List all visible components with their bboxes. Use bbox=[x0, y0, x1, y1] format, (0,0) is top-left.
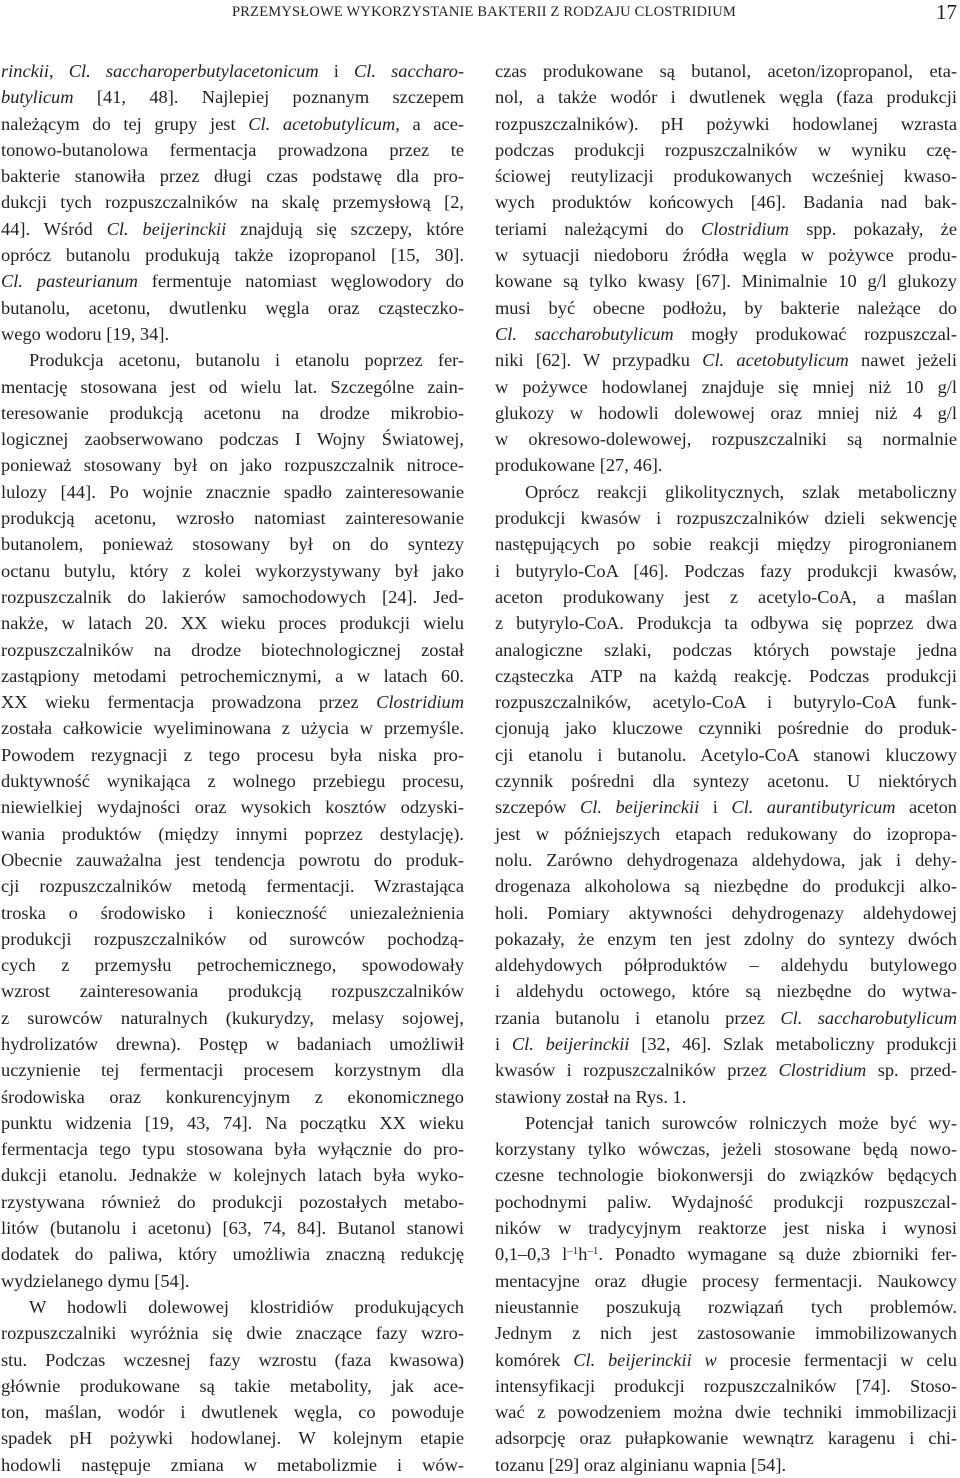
text-line bbox=[1, 742, 464, 768]
italic-term: Cl. saccharobutylicum bbox=[495, 323, 674, 344]
italic-term: Cl. beijerinckii w bbox=[573, 1349, 717, 1370]
text-line bbox=[1, 926, 464, 952]
italic-term: Cl. acetobutylicum bbox=[248, 113, 396, 134]
text-line bbox=[1, 1057, 464, 1083]
text-line bbox=[1, 1452, 464, 1478]
italic-term: butylicum bbox=[1, 87, 74, 108]
text-line bbox=[495, 216, 957, 242]
text-run: Potencjał tanich surowców rolniczych może być wy- bbox=[525, 1112, 957, 1133]
page-header bbox=[0, 0, 960, 32]
text-line bbox=[1, 1268, 464, 1294]
left-text-column bbox=[1, 58, 464, 1478]
text-run: rozpuszczalników na drodze biotechnologicznej został bbox=[1, 639, 464, 660]
text-run: mentację stosowana jest od wielu lat. Szczególne zain- bbox=[1, 376, 464, 397]
text-line bbox=[1, 794, 464, 820]
text-run: stawiony został na Rys. 1. bbox=[495, 1086, 687, 1107]
text-line bbox=[1, 1320, 464, 1346]
text-run: hodowli następuje zmiana w metabolizmie i wów- bbox=[1, 1454, 464, 1475]
text-line bbox=[495, 952, 957, 978]
text-run: oprócz butanolu produkują także izopropanol [15, 30]. bbox=[1, 245, 464, 266]
text-line bbox=[495, 558, 957, 584]
text-run: teriami należącymi do bbox=[495, 218, 702, 239]
text-run: dukcji etanolu. Jednakże w kolejnych latach była wyko- bbox=[1, 1165, 464, 1186]
text-line bbox=[495, 321, 957, 347]
text-run: w okresowo-dolewowej, rozpuszczalniki są normalnie bbox=[495, 429, 957, 450]
text-run: z butyrylo-CoA. Produkcja ta odbywa się poprzez dwa bbox=[495, 613, 957, 634]
text-run: hydrolizatów drewna). Postęp w badaniach umożliwił bbox=[1, 1033, 464, 1054]
text-run: cjonują jako kluczowe czynniki pośrednie do produk- bbox=[495, 718, 957, 739]
text-line bbox=[495, 1031, 957, 1057]
superscript: –1 bbox=[587, 1245, 599, 1258]
text-run: rzystywana również do produkcji pozostałych metabo- bbox=[1, 1191, 464, 1212]
text-line bbox=[495, 1189, 957, 1215]
text-run: Produkcja acetonu, butanolu i etanolu poprzez fer- bbox=[29, 350, 464, 371]
text-run: Oprócz reakcji glikolitycznych, szlak metaboliczny bbox=[525, 481, 957, 502]
text-line bbox=[495, 1452, 957, 1478]
text-line bbox=[495, 531, 957, 557]
text-run: głównie produkowane są takie metabolity, jak ace- bbox=[1, 1375, 464, 1396]
text-run: wania produktów (między innymi poprzez destylację). bbox=[1, 823, 464, 844]
text-line bbox=[1, 821, 464, 847]
italic-term: Cl. saccharobutylicum bbox=[780, 1007, 957, 1028]
text-line bbox=[1, 1031, 464, 1057]
text-run: procesie fermentacji w celu bbox=[716, 1349, 957, 1370]
text-line bbox=[1, 1294, 464, 1320]
text-run: XX wieku fermentacja prowadzona przez bbox=[1, 692, 377, 713]
text-run: czas produkowane są butanol, aceton/izopropanol, eta- bbox=[495, 61, 957, 81]
text-line bbox=[1, 768, 464, 794]
text-line bbox=[495, 1110, 957, 1136]
text-run: tonowo-butanolowa fermentacja prowadzona przez te bbox=[1, 139, 464, 160]
text-run: dodatek do paliwa, który umożliwia znaczną redukcję bbox=[1, 1244, 464, 1265]
text-run: korzystany tylko wówczas, jeżeli stosowane będą nowo- bbox=[495, 1139, 957, 1160]
text-run: rozpuszczalników). pH pożywki hodowlanej wzrasta bbox=[495, 113, 957, 134]
text-line bbox=[1, 1425, 464, 1451]
text-line bbox=[1, 558, 464, 584]
text-line bbox=[1, 1189, 464, 1215]
text-line bbox=[1, 189, 464, 215]
text-line bbox=[495, 1162, 957, 1188]
text-line bbox=[1, 84, 464, 110]
text-run: lulozy [44]. Po wojnie znacznie spadło zainteresowanie bbox=[1, 481, 464, 502]
text-run: logicznej zaobserwowano podczas I Wojny Światowej, bbox=[1, 429, 464, 450]
text-line bbox=[495, 663, 957, 689]
superscript: –1 bbox=[567, 1245, 579, 1258]
text-run: cji etanolu i butanolu. Acetylo-CoA stanowi kluczowy bbox=[495, 744, 957, 765]
text-run: fermentuje natomiast węglowodory do bbox=[137, 271, 464, 292]
text-line bbox=[495, 1241, 957, 1267]
text-line bbox=[1, 374, 464, 400]
text-run: spp. pokazały, że bbox=[788, 218, 957, 239]
text-line bbox=[495, 715, 957, 741]
text-run: nol, a także wodór i dwutlenek węgla (faza produkcji bbox=[495, 87, 957, 108]
text-line bbox=[1, 111, 464, 137]
text-line bbox=[1, 1084, 464, 1110]
text-line bbox=[495, 1136, 957, 1162]
text-run: cych z przemysłu petrochemicznego, spowodowały bbox=[1, 955, 464, 976]
text-line bbox=[495, 1005, 957, 1031]
text-run: pokazały, że enzym ten jest zdolny do syntezy dwóch bbox=[495, 928, 957, 949]
text-line bbox=[495, 295, 957, 321]
text-line bbox=[495, 1057, 957, 1083]
text-line bbox=[495, 1425, 957, 1451]
text-run: , a ace- bbox=[395, 113, 465, 134]
text-run: fermentacja tego typu stosowana była wyłącznie do pro- bbox=[1, 1139, 464, 1160]
text-run: wydzielanego dymu [54]. bbox=[1, 1270, 190, 1291]
text-line bbox=[1, 58, 464, 84]
text-line bbox=[1, 900, 464, 926]
text-run: kowane są tylko kwasy [67]. Minimalnie 10 g/l glukozy bbox=[495, 271, 957, 292]
text-line bbox=[495, 1084, 957, 1110]
text-line bbox=[1, 505, 464, 531]
text-run: butanolem, ponieważ stosowany był on do syntezy bbox=[1, 534, 464, 555]
text-run: rozpuszczalnik do lakierów samochodowych [24]. Jed- bbox=[1, 586, 464, 607]
text-line bbox=[495, 479, 957, 505]
text-run: została całkowicie wyeliminowana z użycia w przemyśle. bbox=[1, 718, 464, 739]
italic-term: Clostridium bbox=[778, 1060, 867, 1081]
text-run: wać z powodzeniem można dwie techniki immobilizacji bbox=[495, 1402, 957, 1423]
text-run: aceton produkowany jest z acetylo-CoA, a maślan bbox=[495, 586, 957, 607]
text-run: produkcją acetonu, wzrosło natomiast zainteresowanie bbox=[1, 508, 464, 529]
text-line bbox=[1, 1347, 464, 1373]
text-line bbox=[1, 1241, 464, 1267]
text-run: niewielkiej wydajności oraz wysokich kosztów odzyski- bbox=[1, 797, 464, 818]
text-run: rzania butanolu i etanolu przez bbox=[495, 1007, 781, 1028]
text-run: butanolu, acetonu, dwutlenku węgla oraz cząsteczko- bbox=[1, 297, 464, 318]
text-run: produkcji rozpuszczalników od surowców pochodzą- bbox=[1, 928, 464, 949]
text-run: rozpuszczalników, acetylo-CoA i butyrylo-CoA funk- bbox=[495, 692, 957, 713]
text-run: spadek pH pożywki hodowlanej. W kolejnym etapie bbox=[1, 1428, 464, 1449]
text-line bbox=[1, 1005, 464, 1031]
text-line bbox=[1, 847, 464, 873]
text-line bbox=[495, 137, 957, 163]
text-run: uczynienie tej fermentacji procesem korzystnym dla bbox=[1, 1060, 464, 1081]
text-line bbox=[1, 347, 464, 373]
running-title: PRZEMYSŁOWE WYKORZYSTANIE BAKTERII Z RODZAJU CLOSTRIDIUM bbox=[232, 4, 736, 20]
text-run: [32, 46]. Szlak metaboliczny produkcji bbox=[629, 1033, 957, 1054]
text-run: należącym do tej grupy jest bbox=[1, 113, 249, 134]
text-run: czesne technologie biokonwersji do związków będących bbox=[495, 1165, 957, 1186]
text-line bbox=[1, 242, 464, 268]
text-run: szczepów bbox=[495, 797, 580, 818]
text-line bbox=[495, 1320, 957, 1346]
text-line bbox=[495, 978, 957, 1004]
text-run: w sytuacji niedoboru źródła węgla w pożywce produ- bbox=[495, 245, 957, 266]
text-run: musi być obecne podłożu, by bakterie należące do bbox=[495, 297, 957, 318]
text-run: nakże, w latach 20. XX wieku proces produkcji wielu bbox=[1, 613, 464, 634]
text-line bbox=[495, 900, 957, 926]
text-line bbox=[1, 1373, 464, 1399]
text-line bbox=[1, 216, 464, 242]
text-run: czynnik pośredni dla syntezy acetonu. U niektórych bbox=[495, 771, 957, 792]
text-run: w pożywce hodowlanej znajduje się mniej niż 10 g/l bbox=[495, 376, 957, 397]
text-run: . Ponadto wymagane są duże zbiorniki fer- bbox=[598, 1244, 957, 1265]
text-run: i aldehydu octowego, które są niezbędne do wytwa- bbox=[495, 981, 957, 1002]
text-run: punktu widzenia [19, 43, 74]. Na początku XX wieku bbox=[1, 1112, 464, 1133]
text-run: analogiczne szlaki, podczas których powstaje jedna bbox=[495, 639, 957, 660]
text-line bbox=[1, 1162, 464, 1188]
text-run: i bbox=[495, 1033, 512, 1054]
text-run: octanu butylu, który z kolei wykorzystywany był jako bbox=[1, 560, 464, 581]
text-line bbox=[1, 452, 464, 478]
text-line bbox=[495, 821, 957, 847]
text-line bbox=[495, 768, 957, 794]
text-run: środowiska oraz konkurencyjnym z ekonomicznego bbox=[1, 1086, 464, 1107]
text-line bbox=[1, 295, 464, 321]
text-run: zastąpiony metodami petrochemicznymi, a w latach 60. bbox=[1, 665, 464, 686]
text-run: dukcji tych rozpuszczalników na skalę przemysłową [2, bbox=[1, 192, 464, 213]
text-run: holi. Pomiary aktywności dehydrogenazy aldehydowej bbox=[495, 902, 957, 923]
text-run: znajdują się szczepy, które bbox=[226, 218, 464, 239]
text-run: następujących po sobie reakcji między pirogronianem bbox=[495, 534, 957, 555]
text-line bbox=[1, 715, 464, 741]
text-line bbox=[495, 1399, 957, 1425]
text-line bbox=[1, 689, 464, 715]
text-line bbox=[495, 268, 957, 294]
text-run: cji rozpuszczalników metodą fermentacji. Wzrastająca bbox=[1, 876, 464, 897]
text-run: wzrost zainteresowania produkcją rozpuszczalników bbox=[1, 981, 464, 1002]
text-run: litów (butanolu i acetonu) [63, 74, 84]. Butanol stanowi bbox=[1, 1218, 464, 1239]
italic-term: Cl. acetobutylicum bbox=[702, 350, 849, 371]
text-run: aceton bbox=[895, 797, 957, 818]
text-run: niki [62]. W przypadku bbox=[495, 350, 703, 371]
text-run: pochodnymi paliw. Wydajność produkcji rozpuszczal- bbox=[495, 1191, 957, 1212]
text-line bbox=[495, 1373, 957, 1399]
text-run: nolu. Zarówno dehydrogenaza aldehydowa, jak i dehy- bbox=[495, 849, 957, 870]
text-run: ściowej reutylizacji produkowanych wcześniej kwaso- bbox=[495, 166, 957, 187]
text-line bbox=[1, 873, 464, 899]
text-run: Jednym z nich jest zastosowanie immobilizowanych bbox=[495, 1323, 957, 1344]
text-line bbox=[495, 1268, 957, 1294]
text-line bbox=[1, 321, 464, 347]
text-run: teresowanie produkcją acetonu na drodze mikrobio- bbox=[1, 402, 464, 423]
text-run: produkcji kwasów i rozpuszczalników dzieli sekwencję bbox=[495, 508, 957, 529]
text-line bbox=[1, 137, 464, 163]
text-line bbox=[495, 163, 957, 189]
text-line bbox=[1, 663, 464, 689]
text-run: Obecnie zauważalna jest tendencja powrotu do produk- bbox=[1, 849, 464, 870]
text-run: mentacyjne oraz długie procesy fermentacji. Naukowcy bbox=[495, 1270, 957, 1291]
text-run: i butyrylo-CoA [46]. Podczas fazy produkcji kwasów, bbox=[495, 560, 957, 581]
text-line bbox=[1, 1399, 464, 1425]
text-line bbox=[495, 794, 957, 820]
text-run: ników w tradycyjnym reaktorze jest niska i wynosi bbox=[495, 1218, 957, 1239]
text-line bbox=[495, 505, 957, 531]
text-line bbox=[1, 163, 464, 189]
text-run: nieustannie poszukują rozwiązań tych problemów. bbox=[495, 1296, 957, 1317]
text-run: glukozy w hodowli dolewowej oraz mniej niż 4 g/l bbox=[495, 402, 957, 423]
text-line bbox=[1, 1136, 464, 1162]
text-run: duktywność wynikająca z wolnego przebiegu procesu, bbox=[1, 771, 464, 792]
text-line bbox=[495, 610, 957, 636]
text-run: cząsteczka ATP na każdą reakcję. Podczas produkcji bbox=[495, 665, 957, 686]
text-run: , bbox=[49, 61, 69, 81]
text-line bbox=[495, 873, 957, 899]
text-run: i bbox=[318, 61, 355, 81]
text-line bbox=[495, 426, 957, 452]
text-line bbox=[1, 426, 464, 452]
text-line bbox=[495, 1347, 957, 1373]
text-line bbox=[495, 1215, 957, 1241]
italic-term: Cl. beijerinckii bbox=[106, 218, 227, 239]
text-line bbox=[1, 479, 464, 505]
text-run: tozanu [29] oraz alginianu wapnia [54]. bbox=[495, 1454, 787, 1475]
text-run: i bbox=[699, 797, 732, 818]
text-line bbox=[1, 400, 464, 426]
text-line bbox=[1, 952, 464, 978]
text-line bbox=[495, 742, 957, 768]
text-line bbox=[1, 610, 464, 636]
italic-term: Clostridium bbox=[701, 218, 789, 239]
text-run: ton, maślan, wodór i dwutlenek węgla, co powoduje bbox=[1, 1402, 464, 1423]
text-line bbox=[495, 189, 957, 215]
italic-term: Cl. saccharo- bbox=[354, 61, 464, 81]
text-run: nawet jeżeli bbox=[848, 350, 957, 371]
text-run: produkowane [27, 46]. bbox=[495, 455, 663, 476]
text-line bbox=[1, 1110, 464, 1136]
text-line bbox=[495, 637, 957, 663]
text-run: h bbox=[578, 1244, 588, 1265]
text-line bbox=[495, 452, 957, 478]
text-run: wego wodoru [19, 34]. bbox=[1, 323, 170, 344]
text-run: jest w późniejszych etapach redukowany do izopropa- bbox=[495, 823, 957, 844]
text-line bbox=[495, 374, 957, 400]
text-line bbox=[495, 111, 957, 137]
text-run: drogenaza alkoholowa są niezbędne do produkcji alko- bbox=[495, 876, 957, 897]
text-line bbox=[1, 978, 464, 1004]
text-run: aldehydowych półproduktów – aldehydu butylowego bbox=[495, 955, 957, 976]
text-line bbox=[495, 84, 957, 110]
text-run: kwasów i rozpuszczalników przez bbox=[495, 1060, 779, 1081]
text-run: [41, 48]. Najlepiej poznanym szczepem bbox=[73, 87, 464, 108]
text-run: rozpuszczalniki wyróżnia się dwie znaczące fazy wzro- bbox=[1, 1323, 464, 1344]
text-run: intensyfikacji produkcji rozpuszczalników [74]. Stoso- bbox=[495, 1375, 957, 1396]
text-line bbox=[1, 268, 464, 294]
italic-term: rinckii bbox=[1, 61, 50, 81]
italic-term: Cl. beijerinckii bbox=[511, 1033, 630, 1054]
text-line bbox=[495, 242, 957, 268]
text-run: z surowców naturalnych (kukurydzy, melasy sojowej, bbox=[1, 1007, 464, 1028]
text-line bbox=[495, 347, 957, 373]
text-line bbox=[495, 847, 957, 873]
text-run: Powodem rezygnacji z tego procesu była niska pro- bbox=[1, 744, 464, 765]
text-run: wych produktów końcowych [46]. Badania nad bak- bbox=[495, 192, 957, 213]
text-run: 0,1–0,3 l bbox=[495, 1244, 568, 1265]
italic-term: Cl. aurantibutyricum bbox=[731, 797, 896, 818]
italic-term: Clostridium bbox=[376, 692, 464, 713]
text-run: 44]. Wśród bbox=[1, 218, 107, 239]
text-line bbox=[1, 637, 464, 663]
text-run: podczas produkcji rozpuszczalników w wyniku czę- bbox=[495, 139, 957, 160]
text-run: troska o środowisko i konieczność uniezależnienia bbox=[1, 902, 464, 923]
text-run: mogły produkować rozpuszczal- bbox=[673, 323, 957, 344]
text-run: bakterie stanowiła przez długi czas podstawę dla pro- bbox=[1, 166, 464, 187]
text-line bbox=[495, 1294, 957, 1320]
italic-term: Cl. beijerinckii bbox=[579, 797, 700, 818]
text-run: ponieważ stosowany był on jako rozpuszczalnik nitroce- bbox=[1, 455, 464, 476]
text-line bbox=[495, 926, 957, 952]
right-text-column bbox=[495, 58, 957, 1478]
italic-term: Cl. pasteurianum bbox=[1, 271, 138, 292]
page-number: 17 bbox=[936, 0, 957, 24]
text-line bbox=[495, 58, 957, 84]
text-line bbox=[495, 689, 957, 715]
text-line bbox=[1, 584, 464, 610]
text-run: stu. Podczas wczesnej fazy wzrostu (faza kwasowa) bbox=[1, 1349, 464, 1370]
text-line bbox=[1, 1215, 464, 1241]
text-line bbox=[495, 400, 957, 426]
text-line bbox=[1, 531, 464, 557]
italic-term: Cl. saccharoperbutylacetonicum bbox=[68, 61, 319, 81]
text-run: komórek bbox=[495, 1349, 574, 1370]
text-line bbox=[495, 584, 957, 610]
text-run: adsorpcję oraz pułapkowanie wewnątrz karagenu i chi- bbox=[495, 1428, 957, 1449]
text-run: W hodowli dolewowej klostridiów produkujących bbox=[29, 1296, 464, 1317]
text-run: sp. przed- bbox=[866, 1060, 957, 1081]
